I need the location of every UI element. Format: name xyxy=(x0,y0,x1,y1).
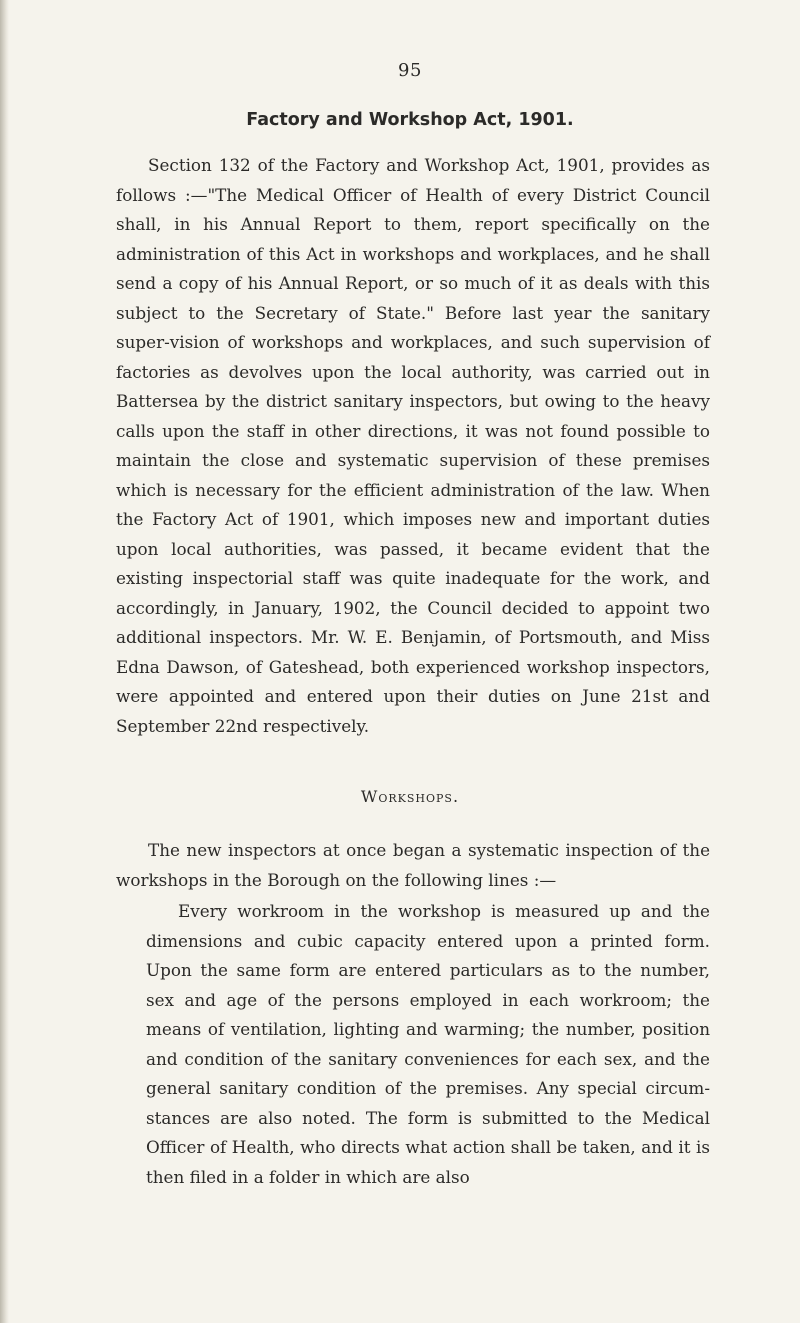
page-title: Factory and Workshop Act, 1901. xyxy=(246,110,574,130)
section-heading-workshops: Workshops. xyxy=(360,787,460,806)
workshops-paragraph-2: Every workroom in the workshop is measured up and the dimensions and cubic capacity entered upon a printed form. Upon the same form are entered particulars as to the number, sex and age of the persons employed in each workroom; the means of ventilation, lighting and warming; the number, position and condition of the sanitary conveniences for each sex, and the general sanitary condition of the premises. Any special circum-stances are also noted. The form is submitted to the Medical Officer of Health, who directs what action shall be taken, and it is then filed in a folder in which are also xyxy=(146,901,710,1187)
page-binding-edge xyxy=(0,0,9,1323)
intro-paragraph: Section 132 of the Factory and Workshop Act, 1901, provides as follows :—"The Medical Officer of Health of every District Council shall, in his Annual Report to them, report specifically on the administration of this Act in workshops and workplaces, and he shall send a copy of his Annual Report, or so much of it as deals with this subject to the Secretary of State." Before last year the sanitary super-vision of workshops and workplaces, and such supervision of factories as devolves upon the local authority, was carried out in Battersea by the district sanitary inspectors, but owing to the heavy calls upon the staff in other directions, it was not found possible to maintain the close and systematic supervision of these premises which is necessary for the efficient administration of the law. When the Factory Act of 1901, which imposes new and important duties upon local authorities, was passed, it became evident that the existing inspectorial staff was quite inadequate for the work, and accordingly, in January, 1902, the Council decided to appoint two additional inspectors. Mr. W. E. Benjamin, of Portsmouth, and Miss Edna Dawson, of Gateshead, both experienced workshop inspectors, were appointed and entered upon their duties on June 21st and September 22nd respectively. xyxy=(116,155,710,736)
page-number: 95 xyxy=(398,60,422,81)
workshops-paragraph-1: The new inspectors at once began a systematic inspection of the workshops in the Borough on the following lines :— xyxy=(116,840,710,890)
